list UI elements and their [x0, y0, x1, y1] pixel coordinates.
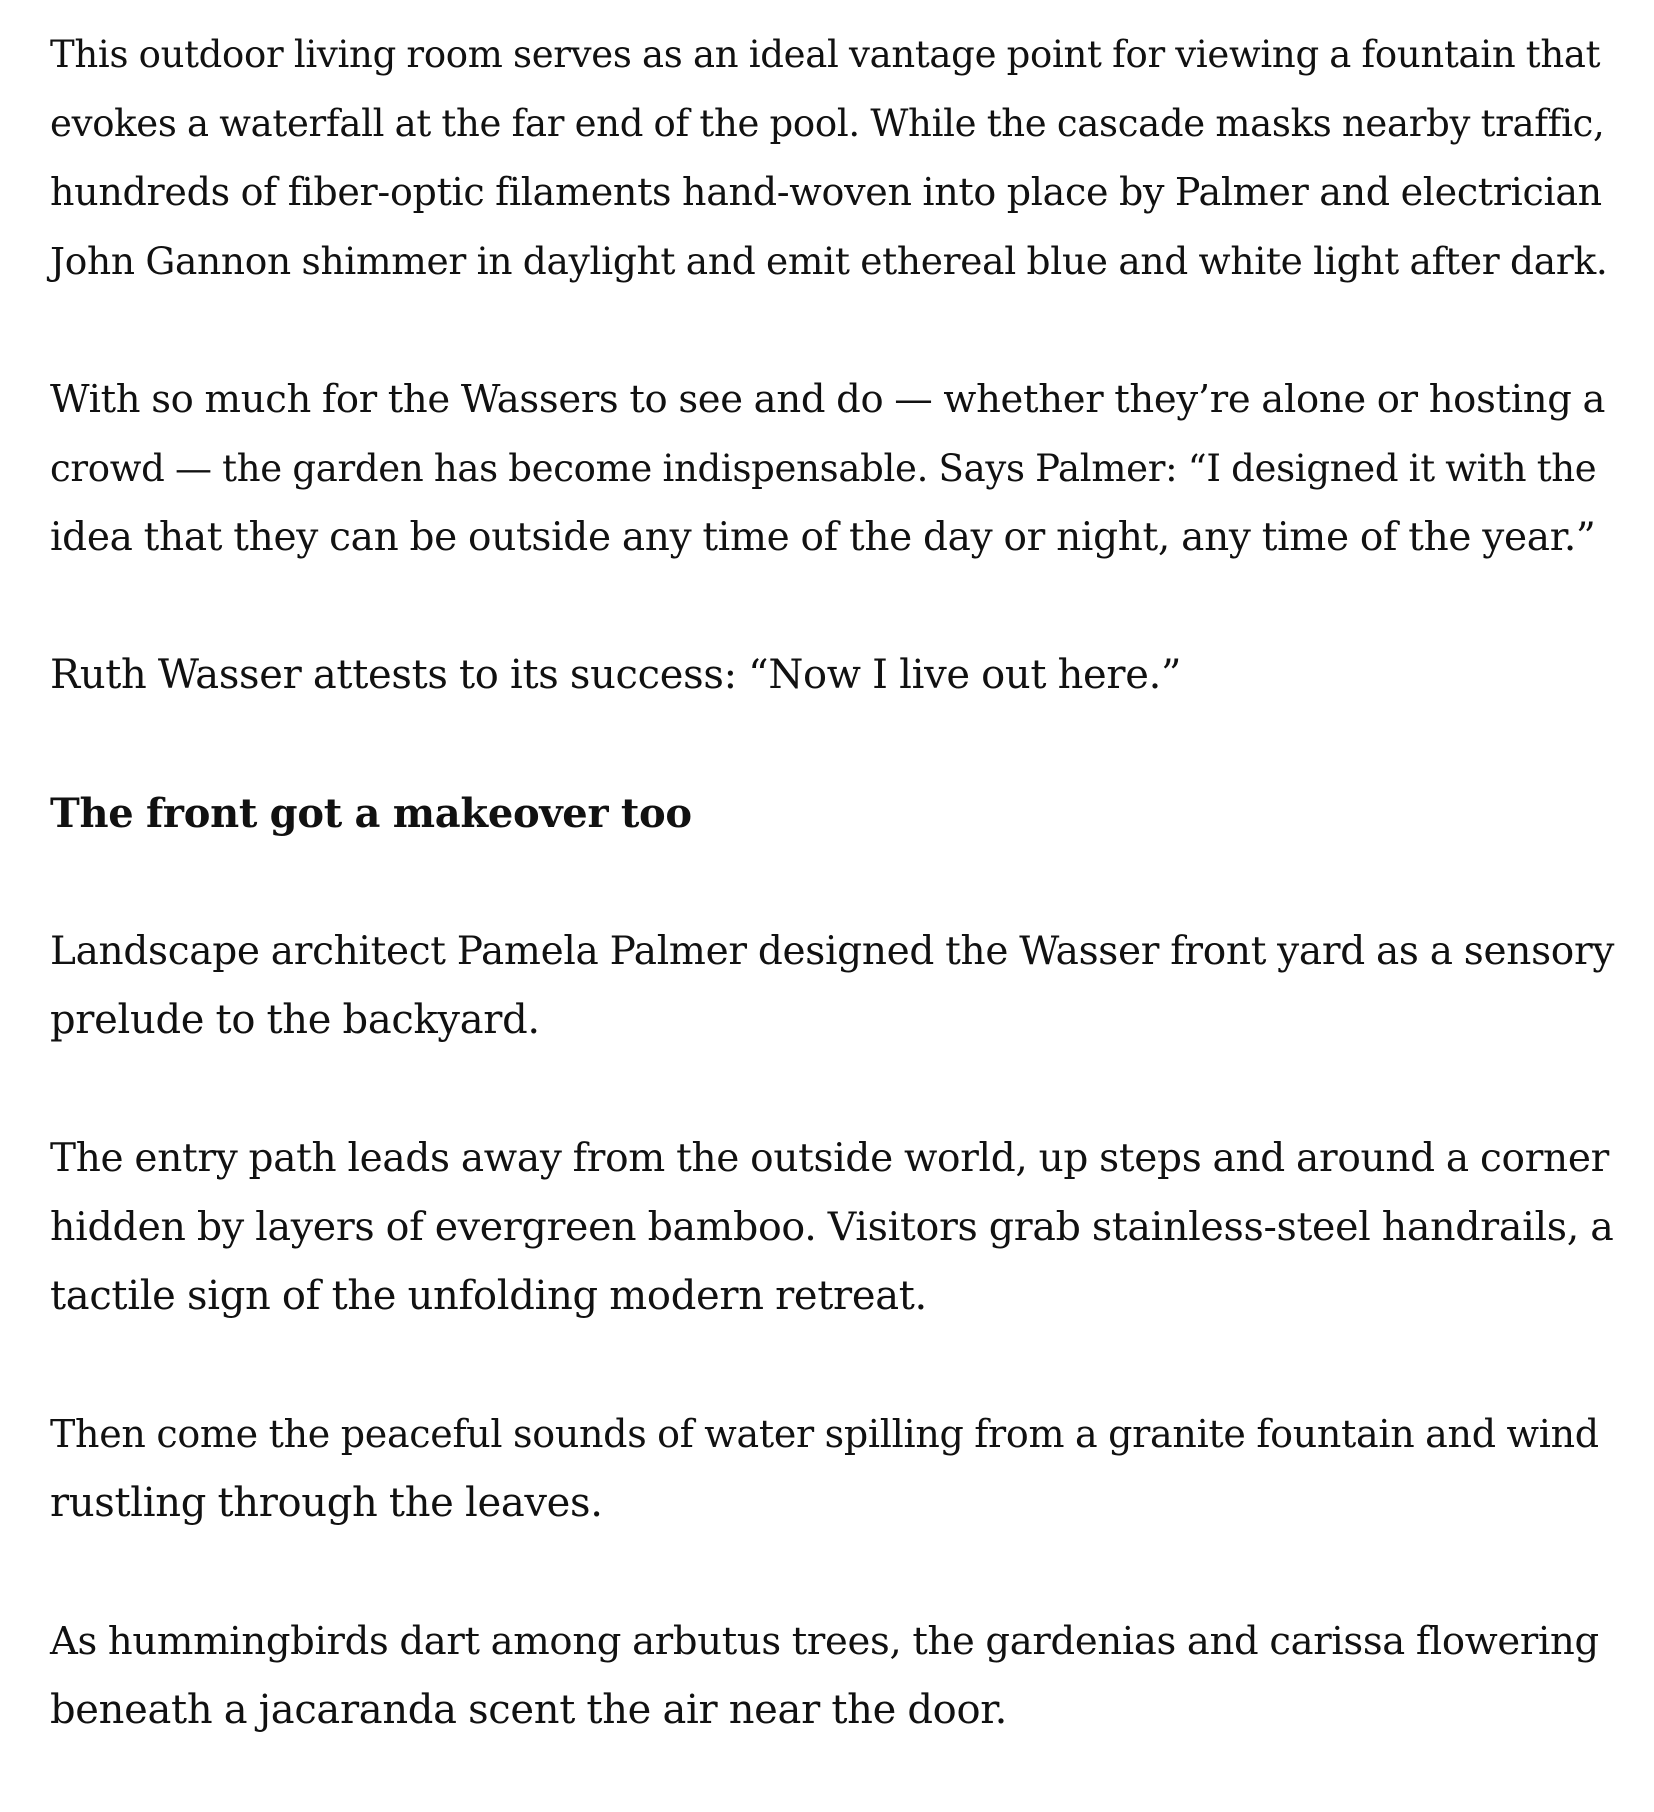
text-line: crowd — the garden has become indispensable. Says Palmer: “I designed it with the — [50, 447, 1597, 490]
text-line: prelude to the backyard. — [50, 997, 540, 1043]
text-line: tactile sign of the unfolding modern retreat. — [50, 1273, 927, 1319]
text-line: With so much for the Wassers to see and do — whether they’re alone or hosting a — [50, 377, 1606, 422]
section-subheading: The front got a makeover too — [50, 790, 692, 837]
paragraph-entry-path — [50, 1124, 1614, 1331]
paragraph-fountain — [50, 20, 1608, 296]
text-line: hidden by layers of evergreen bamboo. Visitors grab stainless-steel handrails, a — [50, 1204, 1614, 1250]
text-line: John Gannon shimmer in daylight and emit ethereal blue and white light after dark. — [50, 239, 1608, 283]
text-line: evokes a waterfall at the far end of the pool. While the cascade masks nearby traffic, — [50, 102, 1605, 145]
text-line: Landscape architect Pamela Palmer designed the Wasser front yard as a sensory — [50, 929, 1615, 974]
text-line: This outdoor living room serves as an ideal vantage point for viewing a fountain that — [50, 33, 1601, 76]
paragraph-sounds — [50, 1400, 1604, 1538]
paragraph-ruth-quote — [50, 641, 1604, 710]
text-line: Ruth Wasser attests to its success: “Now I live out here.” — [50, 652, 1182, 698]
text-line: The entry path leads away from the outside world, up steps and around a corner — [50, 1136, 1609, 1181]
text-line: hundreds of fiber-optic filaments hand-woven into place by Palmer and electrician — [50, 170, 1602, 214]
paragraph-hummingbirds — [50, 1607, 1604, 1745]
paragraph-indispensable — [50, 365, 1604, 572]
text-line: rustling through the leaves. — [50, 1480, 603, 1526]
text-line: As hummingbirds dart among arbutus trees, the gardenias and carissa flowering — [50, 1619, 1599, 1664]
text-line: Then come the peaceful sounds of water spilling from a granite fountain and wind — [50, 1412, 1599, 1456]
text-line: beneath a jacaranda scent the air near the door. — [50, 1687, 1008, 1733]
text-line: idea that they can be outside any time of the day or night, any time of the year.” — [50, 515, 1596, 560]
paragraph-front-yard — [50, 917, 1615, 1055]
